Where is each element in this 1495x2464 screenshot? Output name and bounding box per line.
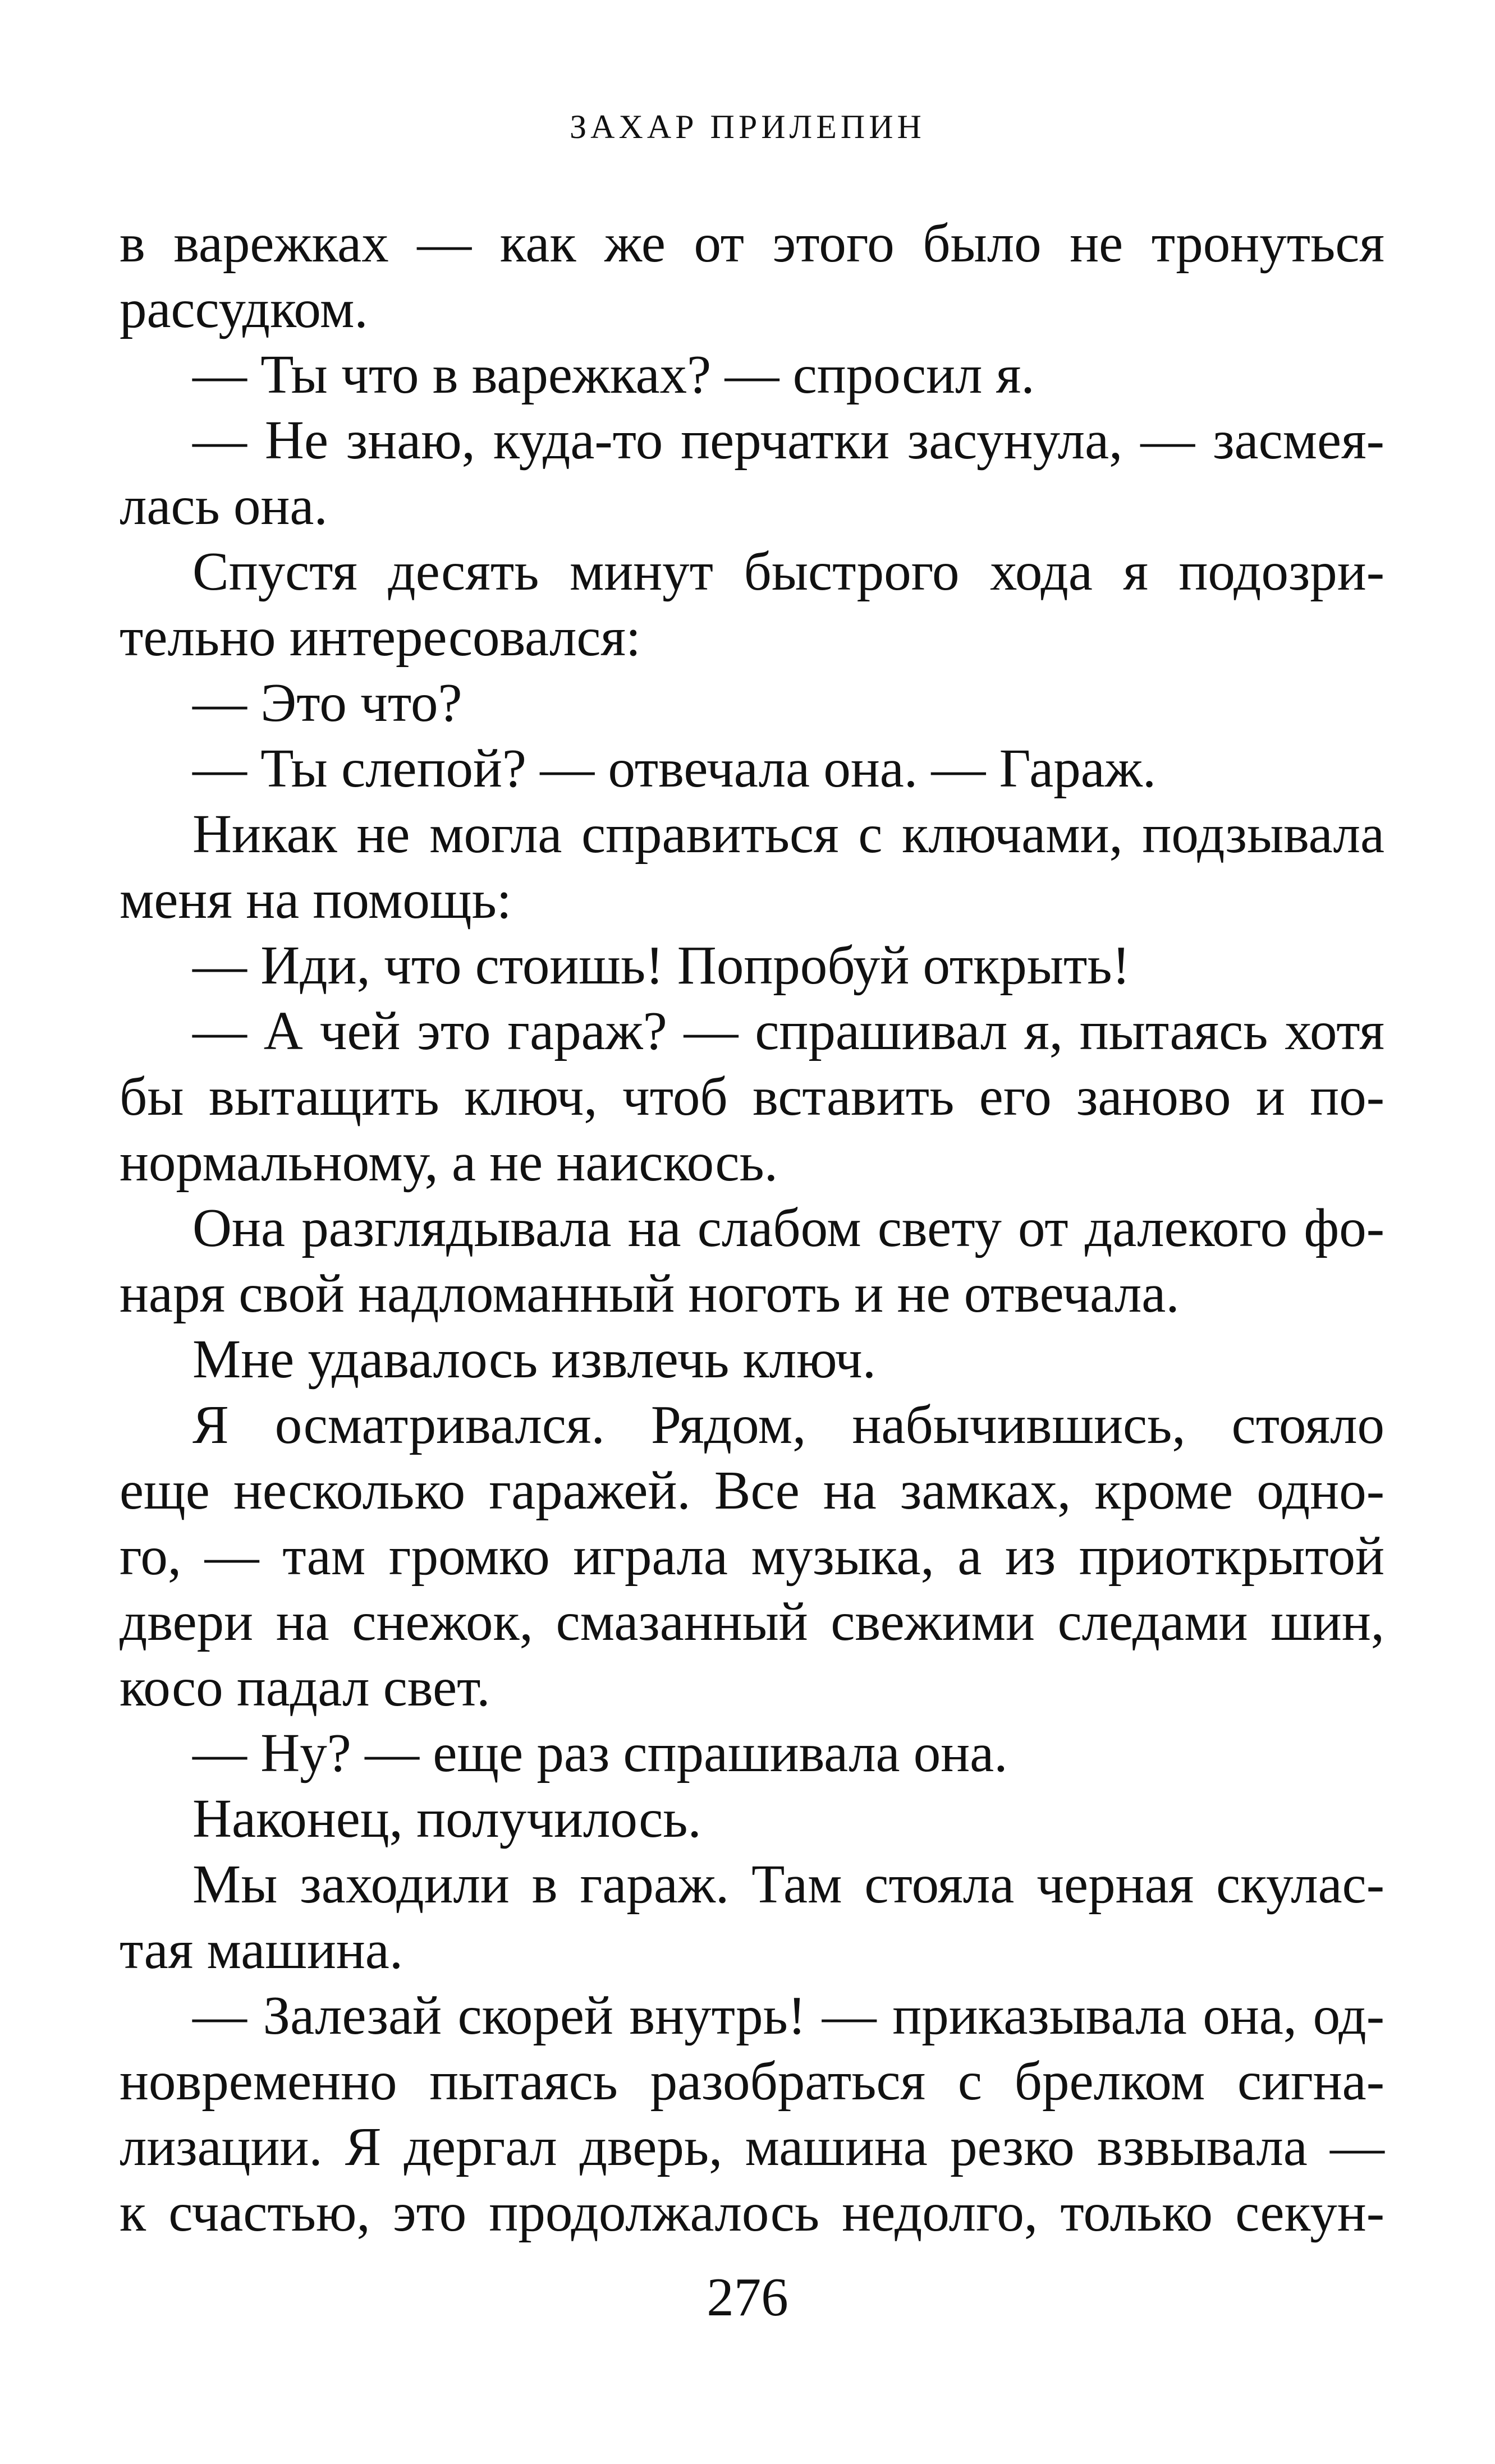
text-line: Мы заходили в гараж. Там стояла черная скулас- <box>192 1854 1384 1914</box>
text-line: Мне удавалось извлечь ключ. <box>192 1329 876 1389</box>
text-line: еще несколько гаражей. Все на замках, кроме одно- <box>120 1460 1384 1520</box>
text-line: Спустя десять минут быстрого хода я подозри- <box>192 541 1384 601</box>
text-line: рассудком. <box>120 279 368 339</box>
text-line: наря свой надломанный ноготь и не отвечала. <box>120 1263 1180 1323</box>
text-line: го, — там громко играла музыка, а из приоткрытой <box>120 1526 1384 1586</box>
text-line: — Ну? — еще раз спрашивала она. <box>192 1723 1008 1783</box>
text-line: лась она. <box>120 476 328 536</box>
text-line: — Не знаю, куда-то перчатки засунула, — засмея- <box>192 410 1384 470</box>
text-line: тельно интересовался: <box>120 607 641 667</box>
body-text <box>120 210 1384 2245</box>
text-line: Наконец, получилось. <box>192 1789 701 1849</box>
text-line: Никак не могла справиться с ключами, подзывала <box>192 804 1384 864</box>
text-line: двери на снежок, смазанный свежими следами шин, <box>120 1592 1384 1652</box>
text-line: в варежках — как же от этого было не тронуться <box>120 213 1384 273</box>
text-line: косо падал свет. <box>120 1657 490 1717</box>
text-line: бы вытащить ключ, чтоб вставить его заново и по- <box>120 1066 1384 1127</box>
text-line: — Иди, что стоишь! Попробуй открыть! <box>192 935 1130 995</box>
text-line: к счастью, это продолжалось недолго, только секун- <box>120 2182 1384 2242</box>
text-line: Я осматривался. Рядом, набычившись, стояло <box>192 1395 1384 1455</box>
text-line: — Это что? <box>192 673 462 733</box>
page-number: 276 <box>707 2267 788 2327</box>
text-line: тая машина. <box>120 1920 403 1980</box>
text-line: лизации. Я дергал дверь, машина резко взвывала — <box>120 2117 1384 2177</box>
text-line: — А чей это гараж? — спрашивал я, пытаясь хотя <box>192 1001 1384 1061</box>
text-line: новременно пытаясь разобраться с брелком сигна- <box>120 2051 1384 2111</box>
text-line: — Ты слепой? — отвечала она. — Гараж. <box>192 738 1157 798</box>
text-line: меня на помощь: <box>120 870 512 930</box>
text-line: нормальному, а не наискось. <box>120 1132 778 1192</box>
running-head: ЗАХАР ПРИЛЕПИН <box>570 108 925 145</box>
text-line: — Ты что в варежках? — спросил я. <box>192 344 1035 404</box>
text-line: — Залезай скорей внутрь! — приказывала она, од- <box>192 1985 1384 2045</box>
text-line: Она разглядывала на слабом свету от далекого фо- <box>192 1198 1384 1258</box>
